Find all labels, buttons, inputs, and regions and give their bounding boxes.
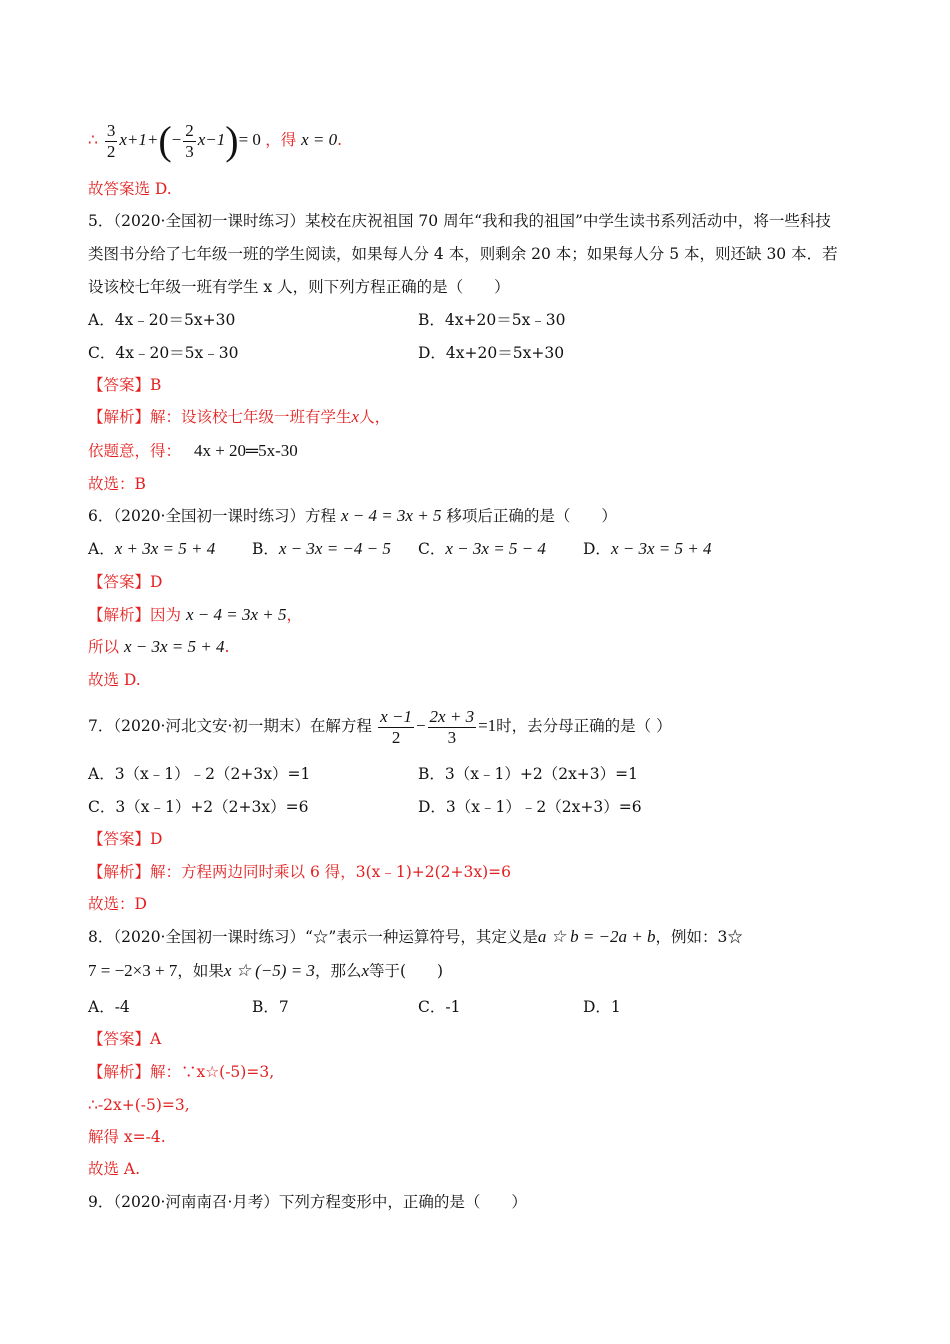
q6-option-a: A．x + 3x = 5 + 4 [88,539,216,558]
q5-stem-line1: 5．（2020·全国初一课时练习）某校在庆祝祖国 70 周年“我和我的祖国”中学生读书系列活动中，将一些科技 [88,212,831,230]
fraction: $\frac{2}{3}$ [185,120,194,161]
q7-option-d: D．3（x﹣1）﹣2（2x+3）=6 [418,798,642,816]
q7-option-b: B．3（x﹣1）+2（2x+3）=1 [418,765,639,783]
q8-stem-line2: 7 = −2×3 + 7，如果x ☆ (−5) = 3，那么x等于( ) [88,961,444,980]
q9-stem: 9．（2020·河南南召·月考）下列方程变形中，正确的是（ ） [88,1193,527,1211]
q5-option-d: D．4x+20＝5x+30 [418,344,565,362]
q4-solution-equation: ∴ $\frac{3}{2}$ x+1+(− $\frac{2}{3}$ x−1)= 0 ，得 x = 0. [88,118,343,164]
q8-analysis: 【解析】解：∵x☆(-5)=3, [88,1063,275,1081]
q4-conclusion: 故答案选 D. [88,180,172,198]
q8-option-a: A．-4 [88,998,130,1016]
q5-option-c: C．4x﹣20＝5x﹣30 [88,344,239,362]
q5-analysis: 【解析】解：设该校七年级一班有学生x人， [88,407,391,426]
q6-so: 所以 x − 3x = 5 + 4. [88,637,230,656]
q5-option-a: A．4x﹣20＝5x+30 [88,311,236,329]
fraction: $\frac{2x + 3}{3}$ [429,706,475,747]
q7-answer: 【答案】D [88,830,163,848]
q7-stem: 7．（2020·河北文安·初一期末）在解方程 $\frac{x -1}{2}$ − $\frac{2x + 3}{3}$ =1时，去分母正确的是（ ） [88,706,672,747]
q8-step3: 解得 x=-4. [88,1128,166,1146]
q8-answer: 【答案】A [88,1030,162,1048]
q7-conclusion: 故选：D [88,895,147,913]
therefore-symbol: ∴ [88,131,98,149]
q8-stem-line1: 8．（2020·全国初一课时练习）“☆”表示一种运算符号，其定义是a ☆ b = −2a + b，例如：3☆ [88,927,743,946]
q6-option-c: C．x − 3x = 5 − 4 [418,539,546,558]
q6-conclusion: 故选 D. [88,671,141,689]
q6-option-b: B．x − 3x = −4 − 5 [252,539,391,558]
q7-option-a: A．3（x﹣1）﹣2（2+3x）=1 [88,765,311,783]
q7-analysis: 【解析】解：方程两边同时乘以 6 得，3(x﹣1)+2(2+3x)=6 [88,863,512,881]
q6-analysis: 【解析】因为 x − 4 = 3x + 5， [88,605,302,624]
q5-answer: 【答案】B [88,376,162,394]
q5-stem-line2: 类图书分给了七年级一班的学生阅读，如果每人分 4 本，则剩余 20 本；如果每人分 5 本，则还缺 30 本．若 [88,245,838,263]
q8-option-d: D．1 [583,998,621,1016]
q8-option-b: B．7 [252,998,289,1016]
q6-option-d: D．x − 3x = 5 + 4 [583,539,712,558]
q5-conclusion: 故选：B [88,475,146,493]
q6-answer: 【答案】D [88,573,163,591]
fraction: $\frac{3}{2}$ [106,120,116,161]
q8-option-c: C．-1 [418,998,461,1016]
q7-option-c: C．3（x﹣1）+2（2+3x）=6 [88,798,309,816]
fraction: $\frac{x -1}{2}$ [380,706,412,747]
q5-option-b: B．4x+20＝5x﹣30 [418,311,566,329]
q8-conclusion: 故选 A. [88,1160,141,1178]
q5-basis: 依题意，得： 4x + 20═5x-30 [88,441,298,460]
q6-stem: 6．（2020·全国初一课时练习）方程 x − 4 = 3x + 5 移项后正确的是（ ） [88,506,617,525]
q5-stem-line3: 设该校七年级一班有学生 x 人，则下列方程正确的是（ ） [88,278,510,296]
q8-step2: ∴-2x+(-5)=3, [88,1096,190,1114]
